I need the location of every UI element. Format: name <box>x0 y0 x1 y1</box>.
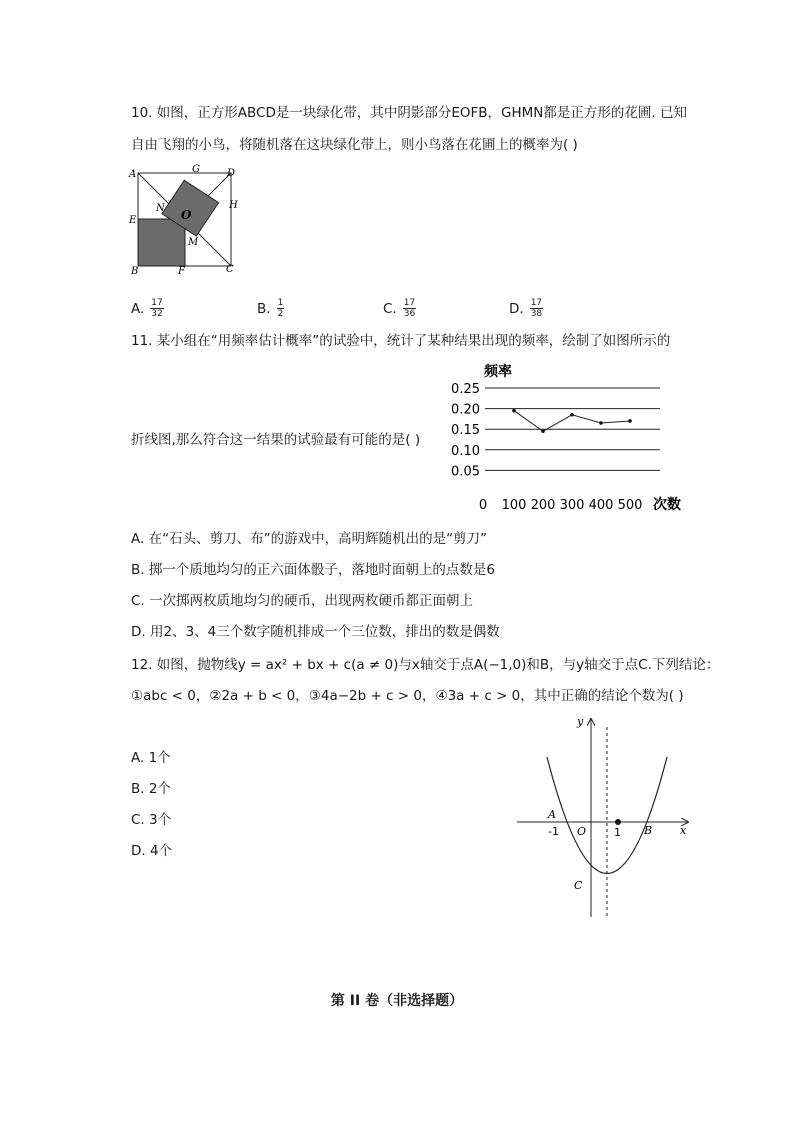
x-tick-label: 0 <box>478 498 488 513</box>
q11-option-a[interactable]: A. 在“石头、剪刀、布”的游戏中，高明辉随机出的是“剪刀” <box>131 531 488 547</box>
section-title: 第 II 卷（非选择题） <box>330 993 464 1009</box>
data-point <box>512 409 516 413</box>
label-C: C <box>226 264 234 275</box>
label-O: O <box>577 825 587 838</box>
q10-options <box>0 298 794 318</box>
label-neg1: -1 <box>548 825 559 838</box>
label-C: C <box>574 879 583 892</box>
parabola-curve <box>547 757 667 874</box>
q11-option-c[interactable]: C. 一次掷两枚质地均匀的硬币，出现两枚硬币都正面朝上 <box>131 593 474 609</box>
q12-option-b[interactable]: B. 2个 <box>131 781 171 797</box>
label-M: M <box>188 237 199 248</box>
y-tick-label: 0.05 <box>451 464 480 480</box>
label-one: 1 <box>614 826 621 839</box>
label-x: x <box>680 824 687 837</box>
label-N: N <box>156 203 165 214</box>
label-y: y <box>577 715 584 728</box>
q12-text-line2: ①abc < 0，②2a + b < 0，③4a−2b + c > 0，④3a + c > 0，其中正确的结论个数为( ) <box>131 688 684 704</box>
x-tick-label: 400 <box>588 498 614 513</box>
label-A: A <box>129 169 137 180</box>
label-D: D <box>227 168 236 179</box>
x-tick-label: 200 <box>530 498 556 513</box>
x-tick-label: 300 <box>559 498 585 513</box>
y-tick-label: 0.15 <box>451 423 480 439</box>
q10-option-c[interactable]: C. $\frac{17}{36}$ <box>383 298 416 319</box>
q11-text-line1: 11. 某小组在“用频率估计概率”的试验中，统计了某种结果出现的频率，绘制了如图所示的 <box>131 333 671 349</box>
data-point <box>628 419 632 423</box>
q11-option-d[interactable]: D. 用2、3、4三个数字随机排成一个三位数，排出的数是偶数 <box>131 624 500 640</box>
x-tick-label: 500 <box>617 498 643 513</box>
label-E: E <box>129 215 137 226</box>
q12-parabola-figure <box>510 712 700 922</box>
q11-frequency-chart <box>430 358 700 518</box>
label-G: G <box>192 164 200 175</box>
q11-text-line2: 折线图,那么符合这一结果的试验最有可能的是( ) <box>131 432 421 448</box>
q11-option-b[interactable]: B. 掷一个质地均匀的正六面体骰子，落地时面朝上的点数是6 <box>131 562 495 578</box>
point-one <box>615 819 621 825</box>
q12-option-a[interactable]: A. 1个 <box>131 750 171 766</box>
data-point <box>599 421 603 425</box>
garden-eofb <box>138 219 185 266</box>
label-B: B <box>644 824 653 837</box>
y-tick-label: 0.25 <box>451 382 480 397</box>
label-F: F <box>178 266 185 277</box>
label-H: H <box>229 200 238 211</box>
q10-text-line2: 自由飞翔的小鸟，将随机落在这块绿化带上，则小鸟落在花圃上的概率为( ) <box>131 137 578 153</box>
q12-option-c[interactable]: C. 3个 <box>131 812 172 828</box>
q10-figure <box>126 163 246 278</box>
q10-option-a[interactable]: A. $\frac{17}{32}$ <box>131 298 163 319</box>
chart-ylabel: 频率 <box>484 364 512 380</box>
q12-text-line1: 12. 如图，抛物线y = ax² + bx + c(a ≠ 0)与x轴交于点A(−1,0)和B，与y轴交于点C.下列结论： <box>131 657 720 673</box>
y-tick-label: 0.10 <box>451 443 480 459</box>
data-point <box>570 413 574 417</box>
y-tick-label: 0.20 <box>451 402 480 418</box>
q10-option-b[interactable]: B. $\frac{1}{2}$ <box>257 298 284 319</box>
label-B: B <box>131 266 139 277</box>
q10-text-line1: 10. 如图，正方形ABCD是一块绿化带，其中阴影部分EOFB，GHMN都是正方形的花圃. 已知 <box>131 105 687 121</box>
x-tick-label: 100 <box>501 498 527 513</box>
q10-option-d[interactable]: D. $\frac{17}{38}$ <box>509 298 543 319</box>
label-A: A <box>548 808 556 821</box>
q12-option-d[interactable]: D. 4个 <box>131 843 173 859</box>
chart-xlabel: 次数 <box>653 497 681 513</box>
data-point <box>541 429 545 433</box>
label-O: O <box>181 208 192 222</box>
